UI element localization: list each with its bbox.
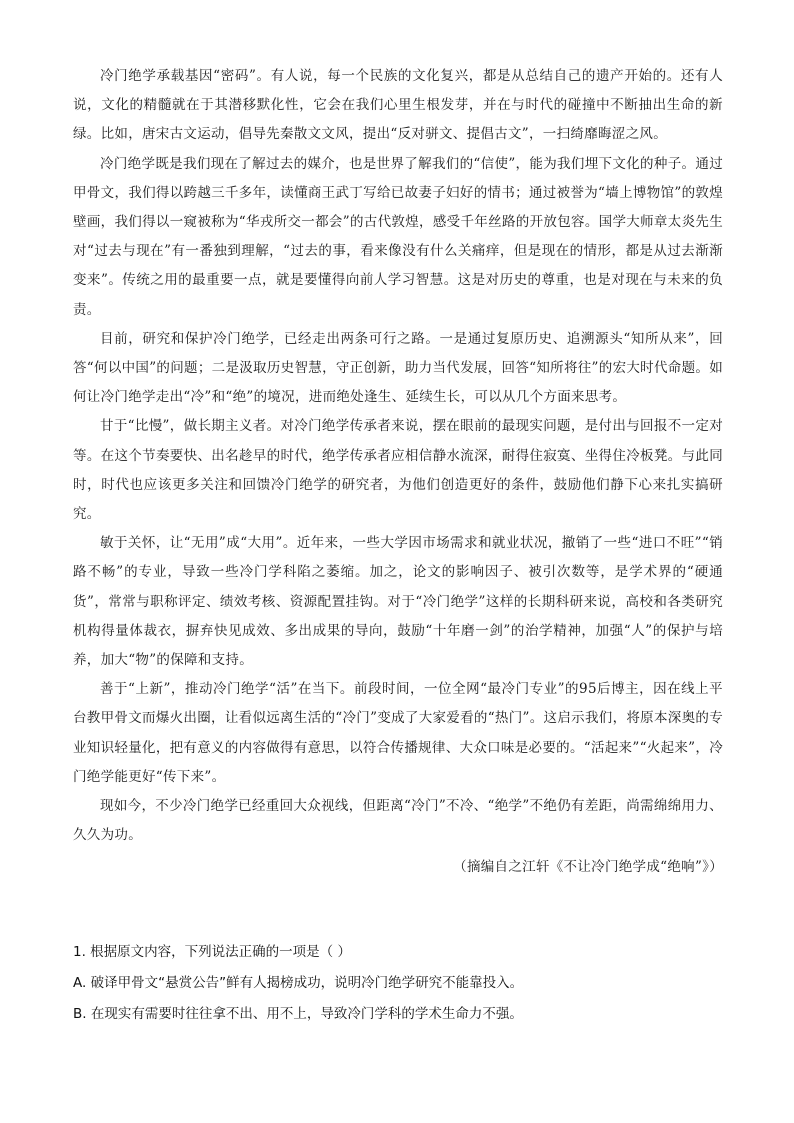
option-a: A. 破译甲骨文“悬赏公告”鲜有人揭榜成功，说明冷门绝学研究不能靠投入。 xyxy=(73,975,524,991)
paragraph-2: 冷门绝学既是我们现在了解过去的媒介，也是世界了解我们的“信使”，能为我们埋下文化的种子。通过甲骨文，我们得以跨越三千多年，读懂商王武丁写给已故妻子妇好的情书；通过被誉为“墙上博物馆”的敦煌壁画，我们得以一窥被称为“华戎所交一都会”的古代敦煌，感受千年丝路的开放包容。国学大师章太炎先生对“过去与现在”有一番独到理解，“过去的事，看来像没有什么关痛痒，但是现在的情形，都是从过去渐渐变来”。传统之用的最重要一点，就是要懂得向前人学习智慧。这是对历史的尊重，也是对现在与未来的负责。 xyxy=(73,155,723,318)
paragraph-6: 善于“上新”，推动冷门绝学“活”在当下。前段时间，一位全网“最冷门专业”的95后博主，因在线上平台教甲骨文而爆火出圈，让看似远离生活的“冷门”变成了大家爱看的“热门”。这启示我们，将原本深奥的专业知识轻量化，把有意义的内容做得有意思，以符合传播规律、大众口味是必要的。“活起来”“火起来”，冷门绝学能更好“传下来”。 xyxy=(73,681,723,785)
question-stem: 1. 根据原文内容，下列说法正确的一项是（ ） xyxy=(73,944,351,960)
paragraph-5: 敏于关怀，让“无用”成“大用”。近年来，一些大学因市场需求和就业状况，撤销了一些“进口不旺”“销路不畅”的专业，导致一些冷门学科陷之萎缩。加之，论文的影响因子、被引次数等，是学术界的“硬通货”，常常与职称评定、绩效考核、资源配置挂钩。对于“冷门绝学”这样的长期科研来说，高校和各类研究机构得量体裁衣，摒弃快见成效、多出成果的导向，鼓励“十年磨一剑”的治学精神，加强“人”的保护与培养，加大“物”的保障和支持。 xyxy=(73,535,723,669)
question-block xyxy=(73,937,723,1030)
paragraph-4: 甘于“比慢”，做长期主义者。对冷门绝学传承者来说，摆在眼前的最现实问题，是付出与回报不一定对等。在这个节奏要快、出名趁早的时代，绝学传承者应相信静水流深，耐得住寂寞、坐得住冷板凳。与此同时，时代也应该更多关注和回馈冷门绝学的研究者，为他们创造更好的条件，鼓励他们静下心来扎实搞研究。 xyxy=(73,418,723,523)
paragraph-1: 冷门绝学承载基因“密码”。有人说，每一个民族的文化复兴，都是从总结自己的遗产开始的。还有人说，文化的精髓就在于其潜移默化性，它会在我们心里生根发芽，并在与时代的碰撞中不断抽出生命的新绿。比如，唐宋古文运动，倡导先秦散文文风，提出“反对骈文、提倡古文”，一扫绮靡晦涩之风。 xyxy=(73,68,723,143)
paragraph-3: 目前，研究和保护冷门绝学，已经走出两条可行之路。一是通过复原历史、追溯源头“知所从来”，回答“何以中国”的问题；二是汲取历史智慧，守正创新，助力当代发展，回答“知所将往”的宏大时代命题。如何让冷门绝学走出“冷”和“绝”的境况，进而绝处逢生、延续生长，可以从几个方面来思考。 xyxy=(73,330,723,406)
paragraph-7: 现如今，不少冷门绝学已经重回大众视线，但距离“冷门”不冷、“绝学”不绝仍有差距，尚需绵绵用力、久久为功。 xyxy=(73,798,723,844)
article-body xyxy=(73,62,723,883)
option-b: B. 在现实有需要时往往拿不出、用不上，导致冷门学科的学术生命力不强。 xyxy=(73,1006,523,1022)
article-source: （摘编自之江轩《不让冷门绝学成“绝响”》） xyxy=(453,859,723,876)
